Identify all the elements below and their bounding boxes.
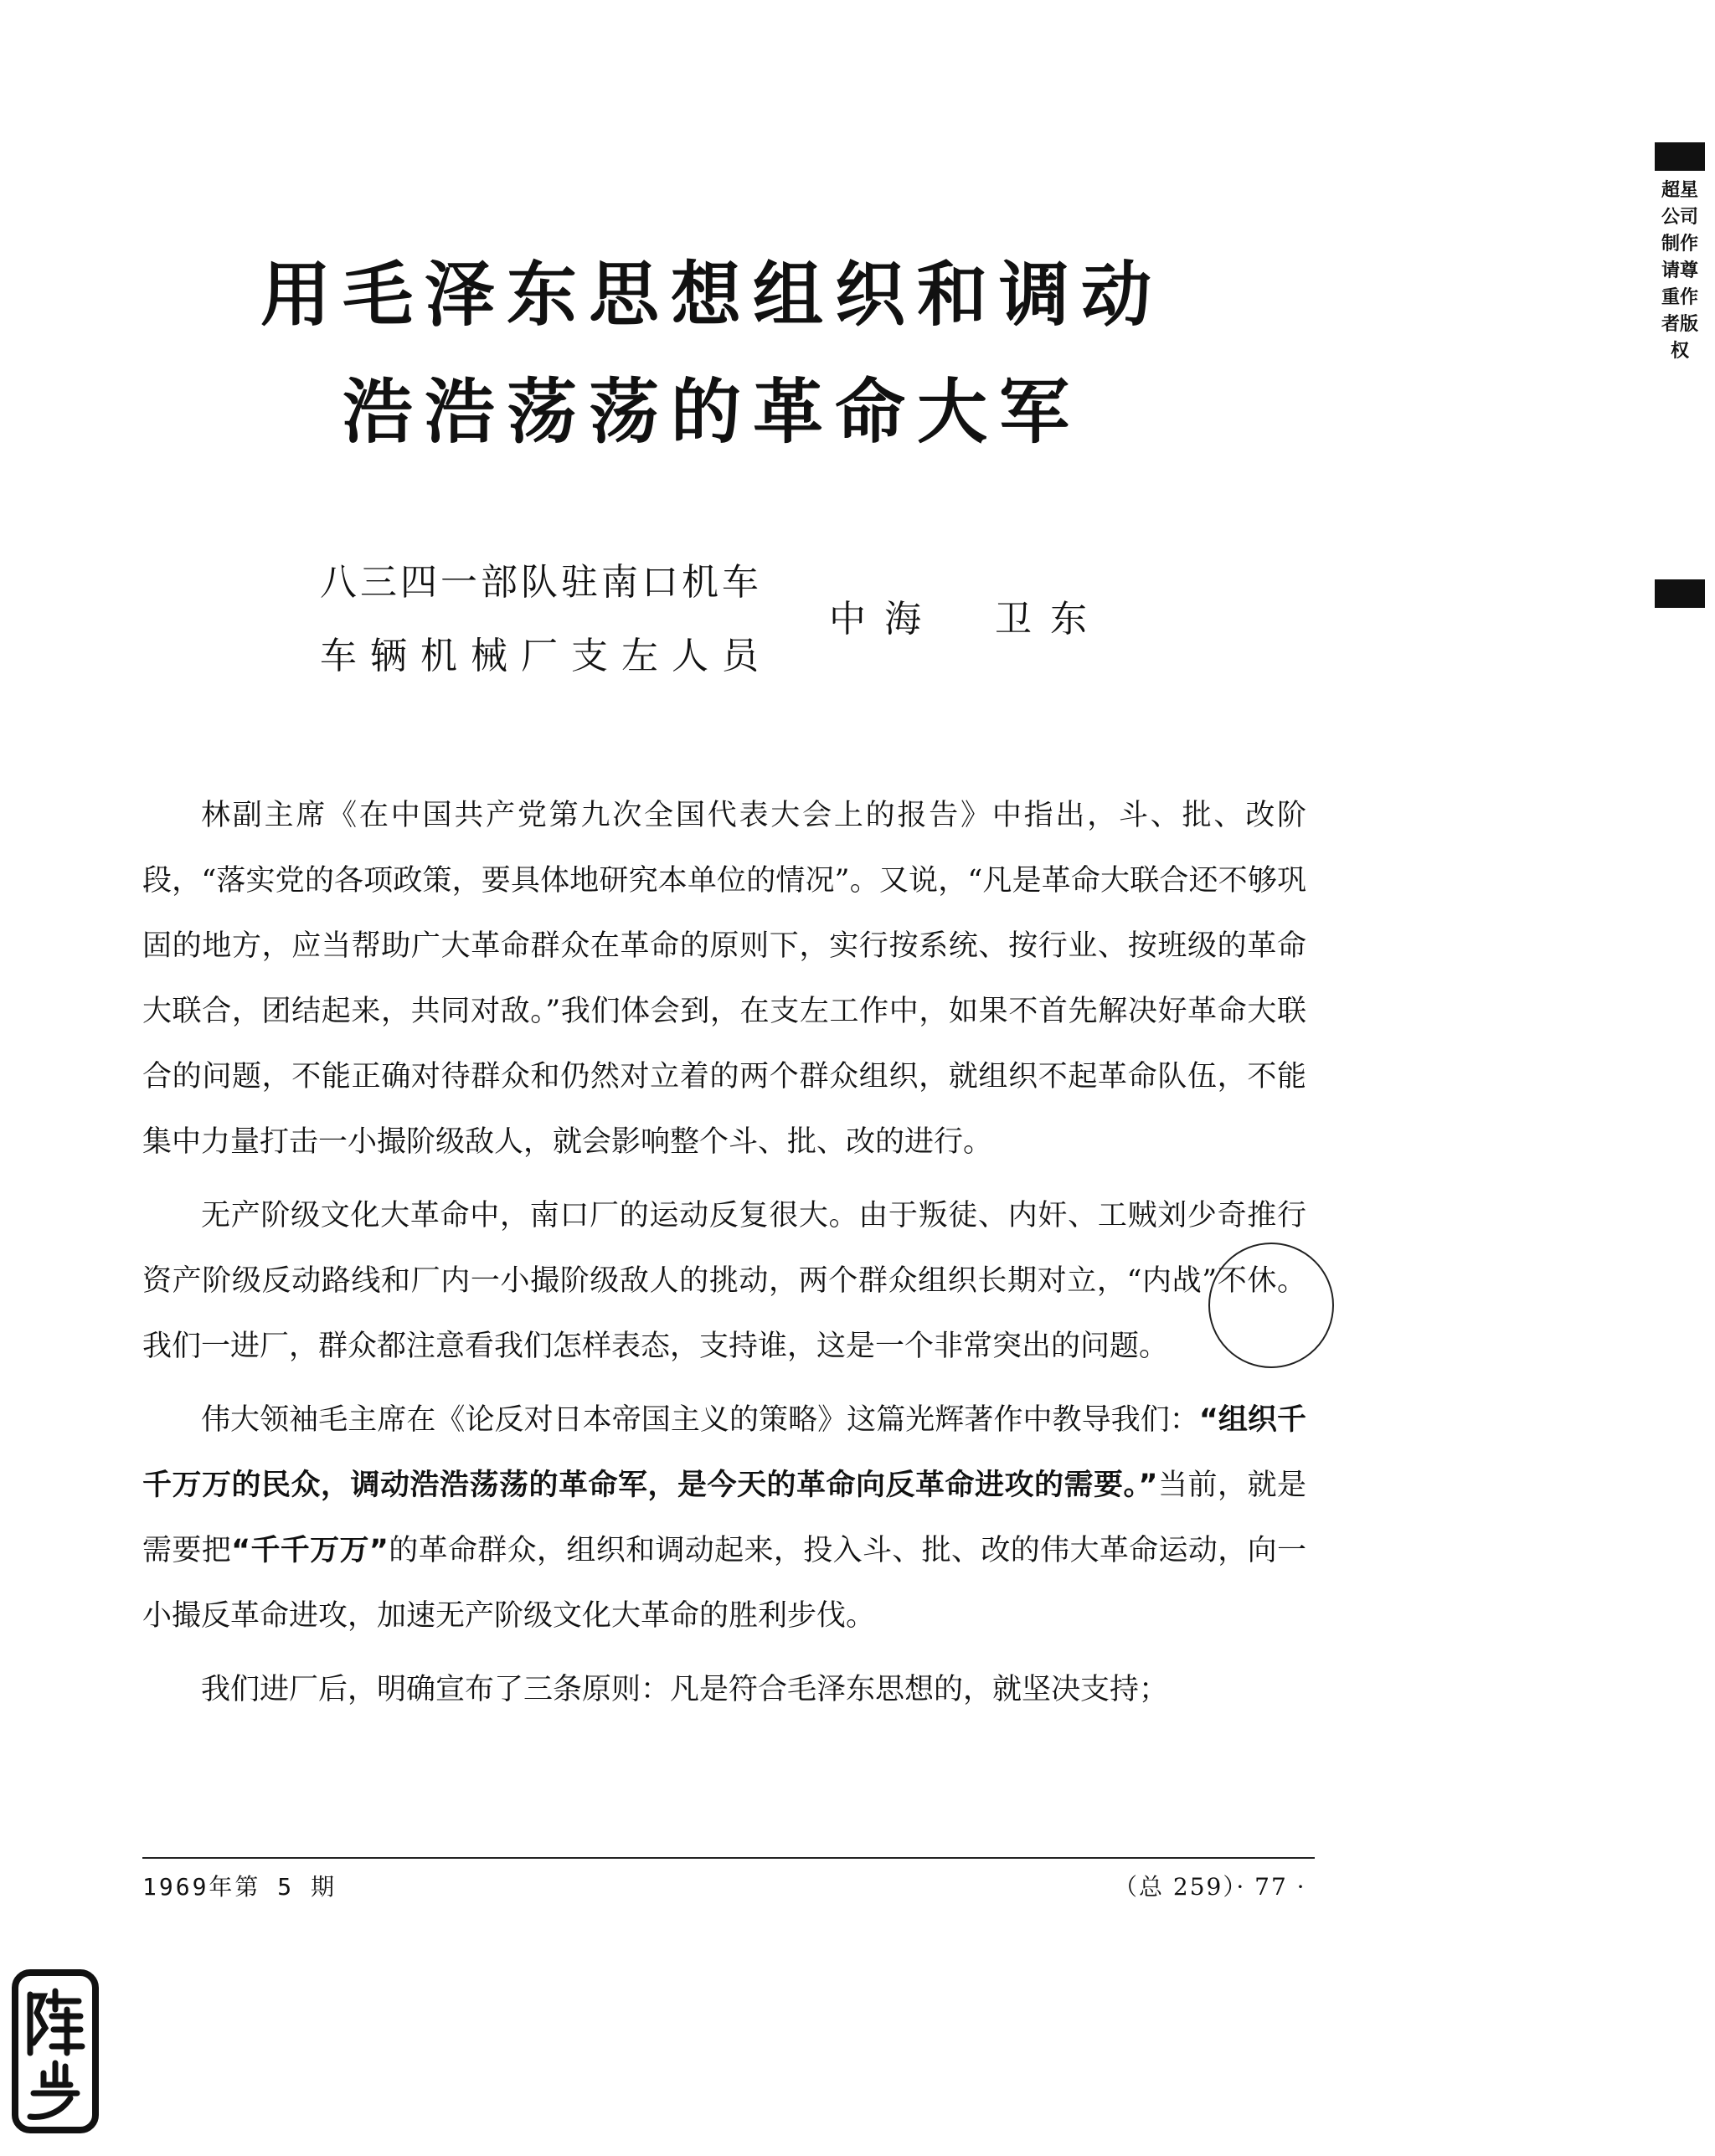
byline-authors: 中海 卫东	[829, 598, 1105, 641]
paragraph-1: 林副主席《在中国共产党第九次全国代表大会上的报告》中指出，斗、批、改阶段，“落实党的各项政策，要具体地研究本单位的情况”。又说，“凡是革命大联合还不够巩固的地方，应当帮助广大革命群众在革命的原则下，实行按系统、按行业、按班级的革命大联合，团结起来，共同对敌。”我们体会到，在支左工作中，如果不首先解决好革命大联合的问题，不能正确对待群众和仍然对立着的两个群众组织，就组织不起革命队伍，不能集中力量打击一小撮阶级敌人，就会影响整个斗、批、改的进行。	[142, 799, 1306, 1159]
article-title-line-1: 用毛泽东思想组织和调动	[260, 254, 1163, 336]
article-body	[142, 783, 1306, 1722]
handdrawn-circle-mark	[1208, 1243, 1334, 1368]
paragraph-2: 无产阶级文化大革命中，南口厂的运动反复很大。由于叛徒、内奸、工贼刘少奇推行资产阶级反动路线和厂内一小撮阶级敌人的挑动，两个群众组织长期对立，“内战”不休。我们一进厂，群众都注意看我们怎样表态，支持谁，这是一个非常突出的问题。	[142, 1199, 1306, 1363]
paragraph-3-middle: 当前，就是需要把	[142, 1469, 1306, 1567]
paragraph-4: 我们进厂后，明确宣布了三条原则：凡是符合毛泽东思想的，就坚决支持；	[201, 1673, 1169, 1706]
paragraph-3-end: 的革命群众，组织和调动起来，投入斗、批、改的伟大革命运动，向一小撮反革命进攻，加速无产阶级文化大革命的胜利步伐。	[142, 1534, 1306, 1633]
mao-quotation: “组织千千万万的民众，调动浩浩荡荡的革命军，是今天的革命向反革命进攻的需要。”	[142, 1403, 1306, 1502]
paragraph-3-intro: 伟大领袖毛主席在《论反对日本帝国主义的策略》这篇光辉著作中教导我们：	[201, 1403, 1199, 1437]
side-copyright-text: 超星公司制作请尊重作者版权	[1661, 180, 1699, 362]
footer-issue: 1969年第 5 期	[142, 1873, 337, 1901]
footer-page-number: （总 259）· 77 ·	[1114, 1873, 1306, 1901]
side-strip-top-bar	[1655, 142, 1705, 171]
paragraph-3	[142, 1387, 1306, 1649]
seal-glyph	[18, 1976, 92, 2127]
seal-stamp-icon	[12, 1969, 99, 2133]
side-strip-bottom-bar	[1655, 579, 1705, 608]
byline-organization-line-2: 车辆机械厂支左人员	[320, 635, 772, 677]
article-title-line-2: 浩浩荡荡的革命大军	[342, 371, 1081, 453]
footer-rule	[142, 1857, 1315, 1859]
side-copyright-strip	[1655, 142, 1705, 611]
byline-organization-line-1: 八三四一部队驻南口机车	[320, 561, 762, 604]
quotation-emphasis: “千千万万”	[231, 1534, 389, 1567]
